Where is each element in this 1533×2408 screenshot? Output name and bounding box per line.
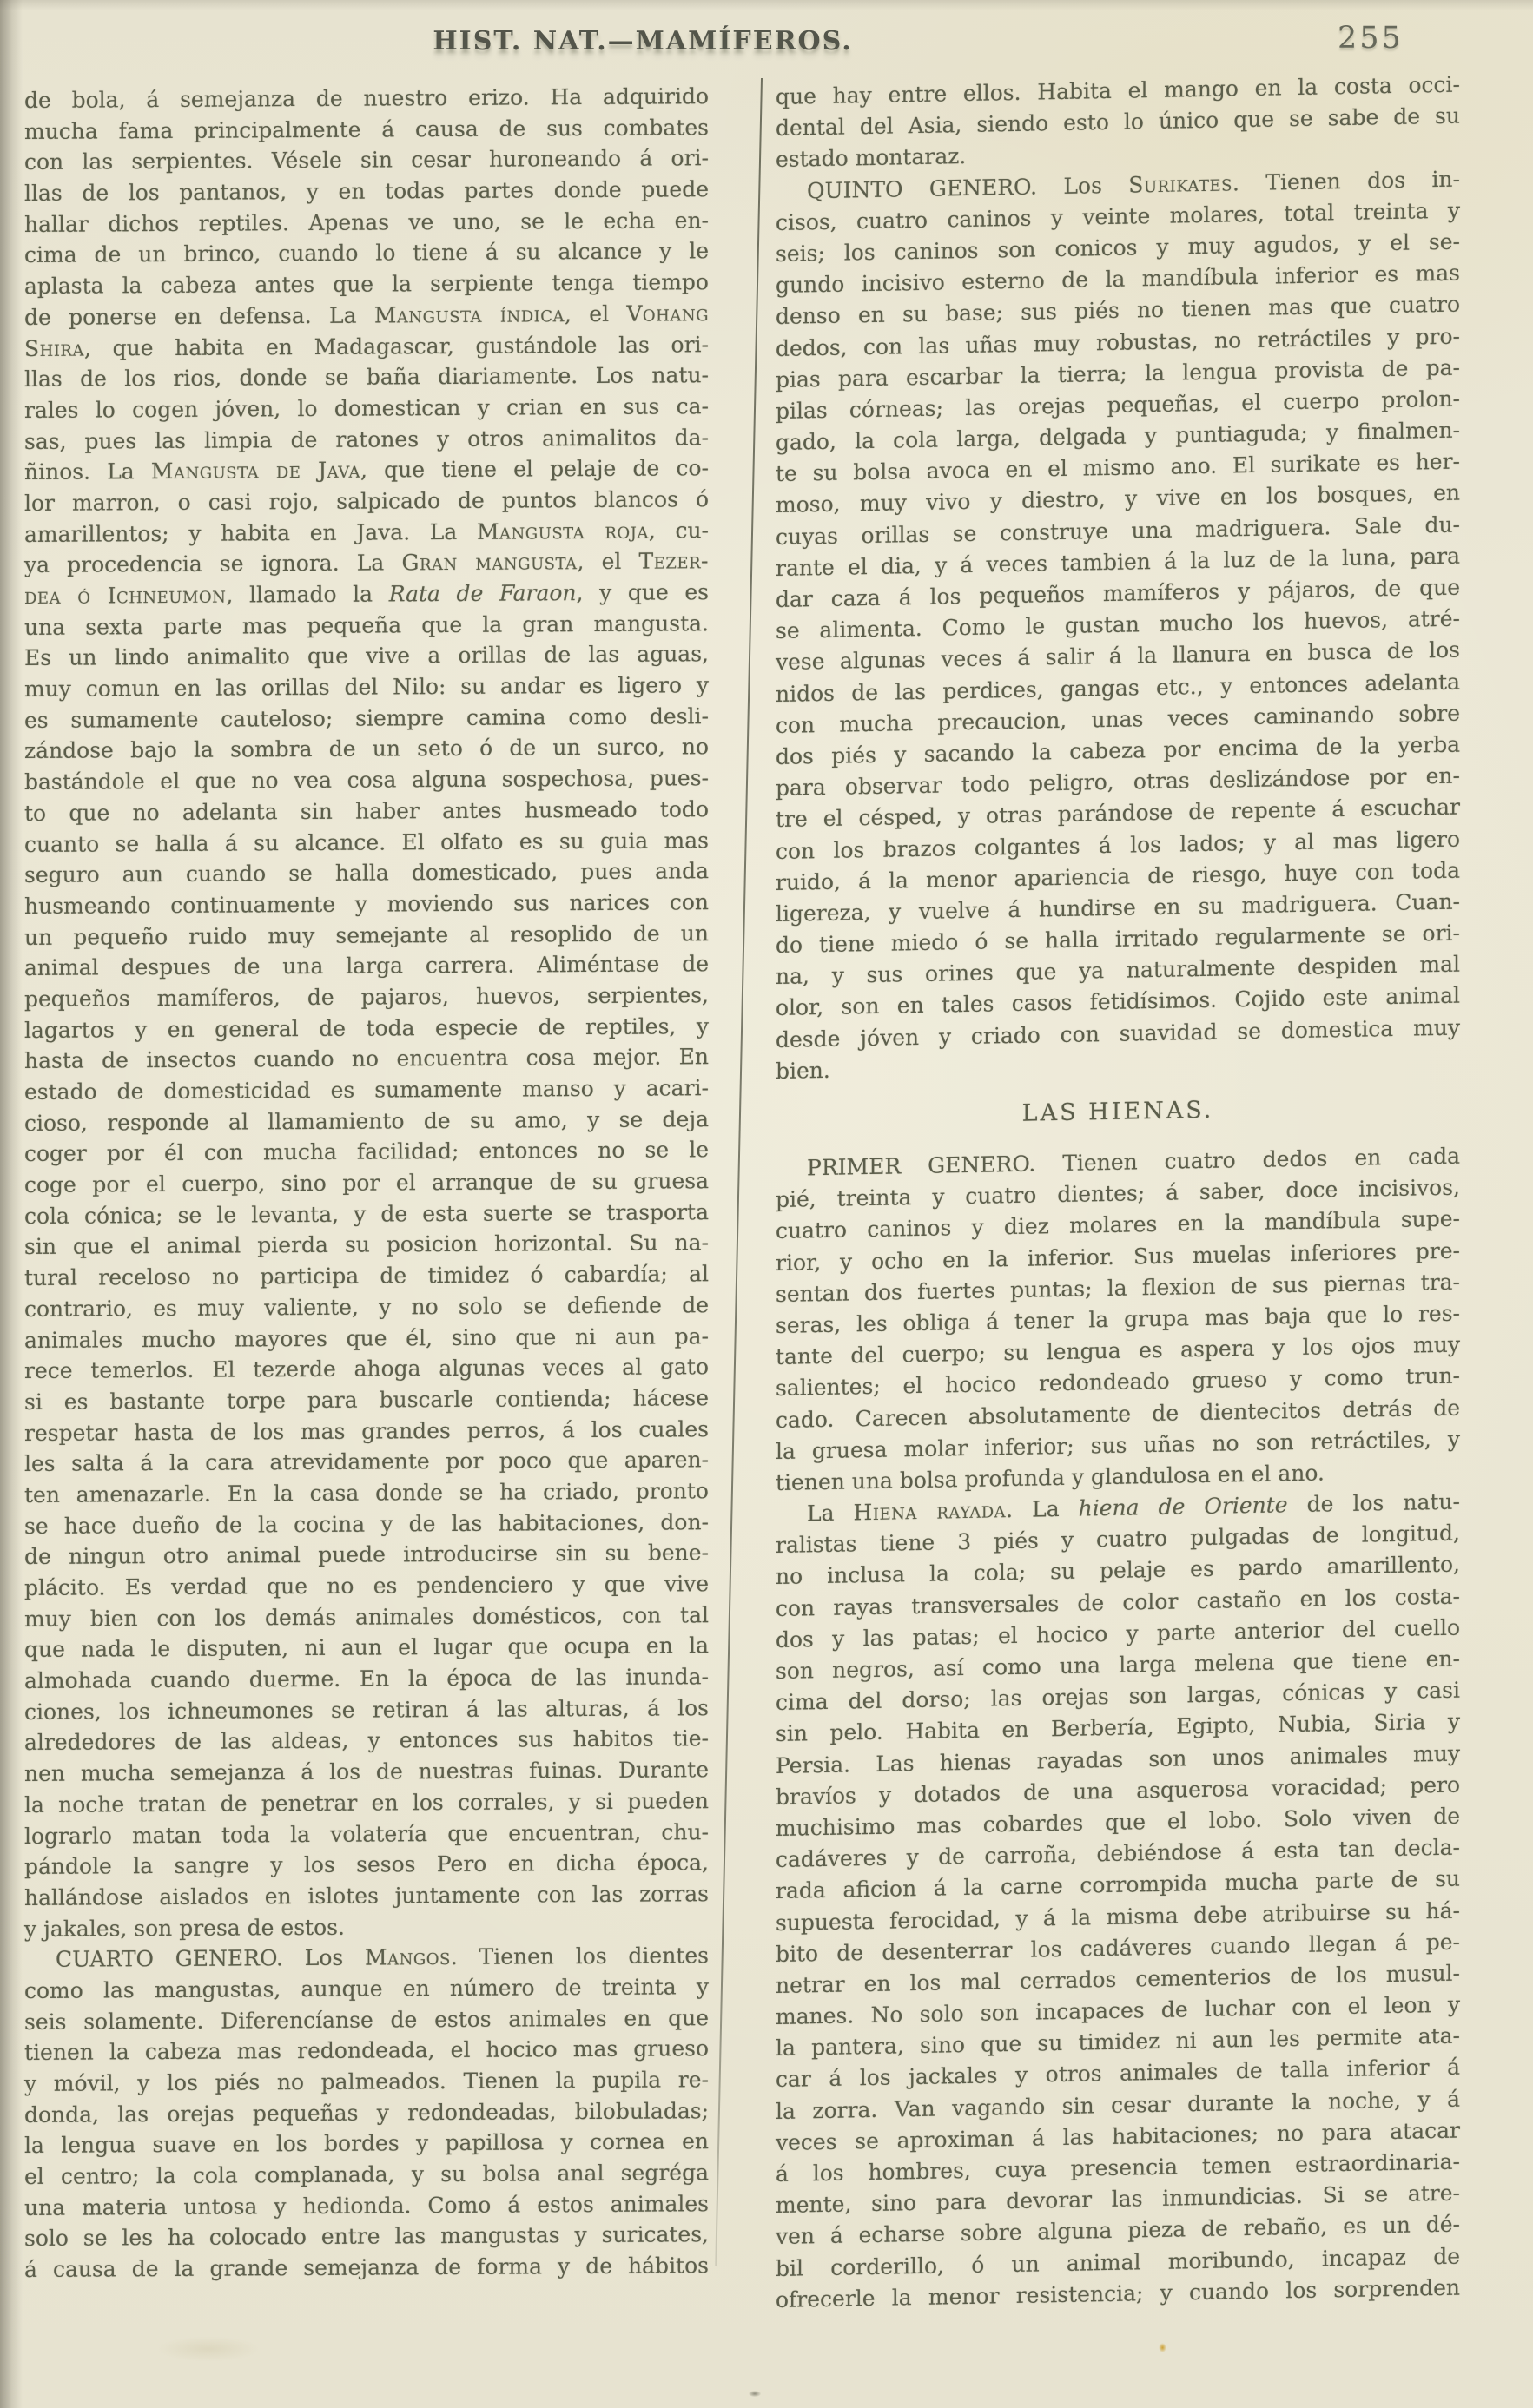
text-segment: que nada le disputen, ni aun el lugar que ocupa en la — [24, 1633, 709, 1663]
text-segment: tural receloso no participa de timidez ó cabardía; al — [24, 1261, 709, 1291]
text-line — [24, 670, 709, 705]
text-segment: bil corderillo, ó un animal moribundo, incapaz de — [776, 2243, 1460, 2281]
text-segment: to que no adelanta sin haber antes husmeado todo — [24, 795, 709, 826]
text-segment: cola cónica; se le levanta, y de esta suerte se trasporta — [24, 1198, 709, 1229]
text-segment: la pantera, sino que su timidez ni aun les permite ata- — [776, 2022, 1460, 2062]
text-line — [24, 2095, 709, 2131]
text-segment: animales mucho mayores que él, sino que ni aun pa- — [24, 1323, 709, 1353]
text-line — [24, 1475, 709, 1511]
text-segment: veces se aproximan á las habitaciones; no para atacar — [776, 2117, 1460, 2155]
paper-smudge — [749, 2391, 761, 2397]
text-segment: salientes; el hocico redondeado grueso y como trun- — [776, 1362, 1460, 1402]
text-segment: ya procedencia se ignora. La — [24, 550, 402, 578]
text-segment: la noche tratan de penetrar en los corrales, y si pueden — [24, 1787, 709, 1818]
text-segment: animal despues de una larga carrera. Aliméntase de — [24, 951, 709, 981]
text-segment: . La — [1006, 1495, 1079, 1523]
text-line — [24, 577, 709, 612]
text-segment: el centro; la cola complanada, y su bolsa anal segréga — [24, 2160, 709, 2190]
text-segment: contrario, es muy valiente, y no solo se defiende de — [24, 1291, 709, 1322]
text-segment: lor marron, o casi rojo, salpicado de puntos blancos ó — [24, 486, 709, 516]
text-segment: , el — [565, 300, 627, 327]
text-segment: ciones, los ichneumones se retiran á las alturas, á los — [24, 1694, 709, 1725]
text-line — [24, 1754, 709, 1790]
text-line — [24, 298, 709, 333]
text-line — [24, 732, 709, 768]
text-segment: respetar hasta de los mas grandes perros, á los cuales — [24, 1415, 709, 1446]
text-line — [24, 81, 709, 116]
text-segment: . Tienen los dientes — [450, 1943, 709, 1970]
text-segment: se hace dueño de la cocina y de las habitaciones, don- — [24, 1508, 709, 1539]
text-segment: Mangusta índica — [373, 301, 565, 328]
text-segment: Surikates — [1128, 169, 1232, 198]
text-segment: ralistas tiene 3 piés y cuatro pulgadas de longitud, — [776, 1520, 1460, 1559]
text-segment: con mucha precaucion, unas veces caminando sobre — [776, 700, 1460, 738]
text-segment: rece temerlos. El tezerde ahoga algunas veces al gato — [24, 1354, 709, 1384]
text-line — [24, 1692, 709, 1728]
text-line — [24, 329, 709, 365]
text-line — [24, 701, 709, 736]
text-line — [24, 1444, 709, 1480]
text-segment: bravíos y dotados de una asquerosa voracidad; pero — [776, 1771, 1460, 1810]
text-segment: rales lo cogen jóven, lo domestican y crian en sus ca- — [24, 393, 709, 423]
text-segment: gado, la cola larga, delgada y puntiaguda; y finalmen- — [776, 417, 1460, 456]
text-segment: mucha fama principalmente á causa de sus combates — [24, 114, 709, 144]
text-segment: estado de domesticidad es sumamente manso y acari- — [24, 1075, 709, 1105]
text-segment: cado. Carecen absolutamente de dientecitos detrás de — [776, 1395, 1460, 1433]
text-line — [24, 267, 709, 302]
text-segment: y jakales, son presa de estos. — [24, 1914, 345, 1942]
section-heading: LAS HIENAS. — [1021, 1096, 1214, 1127]
text-line — [24, 1135, 709, 1171]
text-line — [24, 825, 709, 861]
text-segment: sentan dos fuertes puntas; la flexion de sus piernas tra- — [776, 1269, 1460, 1307]
text-segment: sin que el animal pierda su posicion horizontal. Su na- — [24, 1230, 709, 1260]
text-segment: Gran mangusta — [401, 549, 578, 576]
text-segment: dedos, con las uñas muy robustas, no retráctiles y pro- — [776, 323, 1460, 361]
text-segment: es sumamente cauteloso; siempre camina como desli- — [24, 703, 709, 733]
text-segment: husmeando continuamente y moviendo sus narices con — [24, 889, 709, 919]
text-segment: netrar en los mal cerrados cementerios de los musul- — [776, 1960, 1460, 1998]
text-segment: que hay entre ellos. Habita el mango en la costa occi- — [776, 71, 1460, 109]
text-segment: seis; los caninos son conicos y muy agudos, y el se- — [776, 228, 1460, 267]
text-line — [24, 2250, 709, 2286]
text-segment: pias para escarbar la tierra; la lengua provista de pa- — [776, 354, 1460, 393]
text-segment: , llamado la — [226, 581, 389, 608]
text-line — [24, 762, 709, 798]
text-line — [24, 639, 709, 675]
text-segment: amarillentos; y habita en Java. La — [24, 518, 477, 547]
text-segment: muchisimo mas cobardes que el lobo. Solo viven de — [776, 1803, 1460, 1841]
text-segment: CUARTO GENERO. Los — [56, 1944, 365, 1973]
text-segment: á los hombres, cuya presencia temen estraordinaria- — [776, 2148, 1460, 2187]
text-segment: de los natu- — [1287, 1488, 1460, 1518]
text-segment: rante el dia, y á veces tambien á la luz de la luna, para — [776, 543, 1460, 581]
text-segment: cioso, responde al llamamiento de su amo, y se deja — [24, 1105, 709, 1136]
text-line — [24, 236, 709, 272]
text-line — [24, 143, 709, 179]
text-line — [24, 2033, 709, 2068]
text-segment: llas de los rios, donde se baña diariamente. Los natu- — [24, 362, 709, 393]
text-segment: Vohang — [626, 300, 709, 327]
text-line — [24, 1165, 709, 1201]
text-segment: na, y sus orines que ya naturalmente despiden mal — [776, 951, 1460, 990]
text-segment: bien. — [776, 1057, 830, 1084]
text-segment: Es un lindo animalito que vive a orillas de las aguas, — [24, 641, 709, 671]
text-line — [24, 391, 709, 426]
text-segment: la gruesa molar inferior; sus uñas no son retráctiles, y — [776, 1426, 1460, 1464]
text-line — [24, 1072, 709, 1108]
text-segment: Mangusta de Java — [150, 457, 360, 485]
text-line — [24, 887, 709, 922]
text-line — [24, 1847, 709, 1883]
text-segment: muy comun en las orillas del Nilo: su andar es ligero y — [24, 672, 709, 703]
text-line — [24, 1197, 709, 1232]
text-segment: á causa de la grande semejanza de forma y de hábitos — [24, 2253, 709, 2283]
text-segment: pándole la sangre y los sesos Pero en dicha época, — [24, 1850, 709, 1880]
text-segment: estado montaraz. — [776, 143, 967, 173]
text-segment: para observar todo peligro, otras deslizándose por en- — [776, 762, 1460, 802]
text-segment: lagartos y en general de toda especie de reptiles, y — [24, 1013, 709, 1043]
text-line — [24, 1568, 709, 1604]
scan-edge-shadow — [0, 0, 23, 2408]
text-line — [24, 452, 709, 488]
text-segment: una materia untosa y hedionda. Como á estos animales — [24, 2190, 709, 2220]
text-segment: , que habita en Madagascar, gustándole las ori- — [84, 331, 709, 361]
text-segment: dea ó Ichneumon — [24, 582, 227, 609]
text-segment: do tiene miedo ó se halla irritado regularmente se ori- — [776, 920, 1460, 959]
text-line — [24, 1940, 709, 1976]
text-segment: QUINTO GENERO. Los — [807, 172, 1129, 203]
text-segment: hasta de insectos cuando no encuentra cosa mejor. En — [24, 1044, 709, 1074]
text-line — [24, 1382, 709, 1418]
text-segment: supuesta ferocidad, y á la misma debe atribuirse su há- — [776, 1897, 1460, 1936]
text-segment: cuatro caninos y diez molares en la mandíbula supe- — [776, 1205, 1460, 1244]
text-line — [24, 205, 709, 241]
text-line — [24, 1661, 709, 1697]
text-segment: desde jóven y criado con suavidad se domestica muy — [776, 1014, 1460, 1052]
text-segment: tre el césped, y otras parándose de repente á escuchar — [776, 794, 1460, 833]
text-segment: , que tiene el pelaje de co- — [360, 455, 709, 483]
text-segment: ofrecerle la menor resistencia; y cuando los sorprenden — [776, 2274, 1460, 2312]
text-segment: solo se les ha colocado entre las mangustas y suricates, — [24, 2221, 709, 2252]
text-segment: tienen la cabeza mas redondeada, el hocico mas grueso — [24, 2035, 709, 2066]
text-line — [24, 1971, 709, 2007]
text-segment: donda, las orejas pequeñas y redondeadas, bilobuladas; — [24, 2097, 709, 2128]
text-segment: dos y las patas; el hocico y parte anterior del cuello — [776, 1614, 1460, 1653]
text-segment: zándose bajo la sombra de un seto ó de un surco, no — [24, 734, 709, 764]
text-segment: tienen una bolsa profunda y glandulosa en el ano. — [776, 1460, 1325, 1495]
text-line — [24, 1011, 709, 1046]
text-segment: un pequeño ruido muy semejante al resoplido de un — [24, 920, 709, 950]
text-line — [24, 1600, 709, 1635]
text-segment: y móvil, y los piés no palmeados. Tienen la pupila re- — [24, 2067, 709, 2096]
text-line — [24, 1041, 709, 1077]
text-segment: mente, sino para devorar las inmundicias. Si se atre- — [776, 2180, 1460, 2219]
text-segment: , cu- — [648, 517, 709, 544]
text-segment: , el — [577, 548, 639, 575]
text-segment: cima de un brinco, cuando lo tiene á su alcance y le — [24, 238, 709, 268]
text-segment: nidos de las perdices, gangas etc., y entonces adelanta — [776, 669, 1460, 707]
running-header: HIST. NAT.—MAMÍFEROS. — [433, 26, 853, 56]
text-segment: de bola, á semejanza de nuestro erizo. Ha adquirido — [24, 83, 709, 113]
text-segment: Mangos — [364, 1944, 451, 1970]
text-line — [24, 1290, 709, 1325]
text-segment: Tezer- — [638, 548, 709, 574]
text-line — [24, 1258, 709, 1294]
text-segment: manes. No solo son incapaces de luchar con el leon y — [776, 1991, 1460, 2030]
text-segment: hiena de Oriente — [1078, 1492, 1288, 1521]
text-segment: cadáveres y de carroña, debiéndose á esta tan decla- — [776, 1834, 1460, 1873]
paper-stain — [156, 2336, 261, 2362]
text-segment: seras, les obliga á tener la grupa mas baja que lo res- — [776, 1300, 1460, 1338]
text-segment: coger por él con mucha facilidad; entonces no se le — [24, 1137, 709, 1167]
text-segment: lograrlo matan toda la volatería que encuentran, chu- — [24, 1818, 709, 1849]
text-segment: ligereza, y vuelve á hundirse en su madriguera. Cuan- — [776, 888, 1460, 927]
text-segment: nen mucha semejanza á los de nuestras fuinas. Durante — [24, 1757, 709, 1787]
text-segment: les salta á la cara atrevidamente por poco que aparen- — [24, 1447, 709, 1477]
text-segment: cima del dorso; las orejas son largas, cónicas y casi — [776, 1677, 1460, 1716]
text-segment: olor, son en tales casos fetidísimos. Cojido este animal — [776, 982, 1460, 1021]
text-segment: como las mangustas, aunque en número de treinta y — [24, 1974, 709, 2003]
text-segment: Hiena rayada — [853, 1497, 1007, 1526]
text-segment: bastándole el que no vea cosa alguna sospechosa, pues- — [24, 765, 709, 795]
text-segment: con rayas transversales de color castaño en los costa- — [776, 1583, 1460, 1621]
text-segment: ven á echarse sobre alguna pieza de rebaño, es un dé- — [776, 2211, 1460, 2250]
text-segment: denso en su base; sus piés no tienen mas que cuatro — [776, 291, 1460, 330]
text-segment: PRIMER GENERO. Tienen cuatro dedos en cada — [807, 1143, 1460, 1181]
text-segment: sas, pues las limpia de ratones y otros animalitos da- — [24, 424, 709, 454]
text-segment: plácito. Es verdad que no es pendenciero y que vive — [24, 1571, 709, 1600]
column-divider-rule — [715, 78, 763, 2266]
text-line — [24, 1724, 709, 1759]
text-segment: ruido, á la menor apariencia de riesgo, huye con toda — [776, 857, 1460, 895]
text-segment: , y que es — [576, 579, 709, 606]
text-segment: no inclusa la cola; su pelaje es pardo amarillento, — [776, 1551, 1460, 1590]
text-line — [24, 1785, 709, 1821]
text-segment: gundo incisivo esterno de la mandíbula inferior es mas — [776, 260, 1460, 299]
text-segment: . Tienen dos in- — [1232, 166, 1460, 195]
text-line — [24, 1878, 709, 1914]
text-segment: hallándose aislados en islotes juntamente con las zorras — [24, 1881, 709, 1910]
text-line — [24, 608, 709, 643]
text-line — [24, 1537, 709, 1573]
text-segment: dos piés y sacando la cabeza por encima de la yerba — [776, 731, 1460, 769]
text-segment: vese algunas veces á salir á la llanura en busca de los — [776, 637, 1460, 676]
text-line — [24, 1228, 709, 1263]
paper-speck — [1159, 2343, 1166, 2352]
text-line — [24, 2220, 709, 2255]
text-segment: muy bien con los demás animales domésticos, con tal — [24, 1601, 709, 1632]
text-line — [24, 515, 709, 551]
text-line — [24, 1817, 709, 1852]
text-segment: Shira — [24, 335, 84, 361]
text-segment: aplasta la cabeza antes que la serpiente tenga tiempo — [24, 269, 709, 300]
text-line — [24, 2157, 709, 2193]
text-segment: La — [807, 1500, 854, 1527]
text-segment: cuanto se halla á su alcance. El olfato es su guia mas — [24, 827, 709, 857]
text-line — [24, 2002, 709, 2038]
text-segment: llas de los pantanos, y en todas partes donde puede — [24, 176, 709, 207]
scan-top-shadow — [0, 0, 1533, 10]
text-line — [24, 1321, 709, 1356]
text-segment: bito de desenterrar los cadáveres cuando llegan á pe- — [776, 1929, 1460, 1967]
column-right — [776, 69, 1460, 2316]
text-segment: cuyas orillas se construye una madriguera. Sale du- — [776, 511, 1460, 550]
text-segment: de ningun otro animal puede introducirse sin su bene- — [24, 1540, 709, 1570]
text-line — [24, 484, 709, 519]
text-line — [24, 1351, 709, 1387]
text-segment: ten amenazarle. En la casa donde se ha criado, pronto — [24, 1478, 709, 1507]
text-segment: car á los jackales y otros animales de talla inferior á — [776, 2054, 1460, 2093]
text-line — [24, 1104, 709, 1139]
text-segment: rada aficion á la carne corrompida mucha parte de su — [776, 1865, 1460, 1904]
text-segment: la zorra. Van vagando sin cesar durante la noche, y á — [776, 2086, 1460, 2124]
page-number: 255 — [1338, 21, 1404, 56]
text-segment: una sexta parte mas pequeña que la gran mangusta. — [24, 610, 709, 640]
text-segment: seis solamente. Diferencíanse de estos animales en que — [24, 2004, 709, 2035]
text-segment: la lengua suave en los bordes y papillosa y cornea en — [24, 2128, 709, 2159]
text-line — [24, 1631, 709, 1666]
text-segment: con los brazos colgantes á los lados; y al mas ligero — [776, 826, 1460, 864]
text-segment: almohada cuando duerme. En la época de las inunda- — [24, 1664, 709, 1694]
text-segment: dental del Asia, siendo esto lo único que se sabe de su — [776, 102, 1460, 142]
text-line — [24, 112, 709, 148]
text-segment: pequeños mamíferos, de pajaros, huevos, serpientes, — [24, 982, 709, 1012]
text-line — [24, 1414, 709, 1449]
text-line — [24, 2064, 709, 2100]
text-segment: Mangusta roja — [476, 518, 649, 544]
text-line — [24, 545, 709, 581]
text-segment: Persia. Las hienas rayadas son unos animales muy — [776, 1740, 1460, 1778]
text-line — [24, 422, 709, 458]
text-segment: si es bastante torpe para buscarle contienda; hácese — [24, 1385, 709, 1415]
text-segment: pilas córneas; las orejas pequeñas, el cuerpo prolon- — [776, 386, 1460, 424]
text-segment: pié, treinta y cuatro dientes; á saber, doce incisivos, — [776, 1174, 1460, 1213]
text-segment: alrededores de las aldeas, y entonces sus habitos tie- — [24, 1725, 709, 1756]
text-line — [24, 855, 709, 891]
text-segment: rior, y ocho en la inferior. Sus muelas inferiores pre- — [776, 1237, 1460, 1276]
text-line — [24, 174, 709, 209]
text-segment: sin pelo. Habita en Berbería, Egipto, Nubia, Siria y — [776, 1708, 1460, 1747]
text-line — [24, 948, 709, 984]
text-line — [24, 1910, 709, 1945]
text-segment: son negros, así como una larga melena que tiene en- — [776, 1646, 1460, 1684]
text-line — [24, 980, 709, 1015]
text-segment: dar caza á los pequeños mamíferos y pájaros, de que — [776, 574, 1460, 612]
text-segment: hallar dichos reptiles. Apenas ve uno, se le echa en- — [24, 207, 709, 237]
text-segment: tante del cuerpo; su lengua es aspera y los ojos muy — [776, 1331, 1460, 1370]
text-segment: seguro aun cuando se halla domesticado, pues anda — [24, 858, 709, 888]
text-segment: cisos, cuatro caninos y veinte molares, total treinta y — [776, 197, 1460, 235]
text-line — [24, 2127, 709, 2162]
text-line — [24, 360, 709, 395]
column-left — [24, 81, 709, 2286]
text-line — [24, 2188, 709, 2224]
text-segment: Rata de Faraon — [388, 580, 577, 607]
text-segment: de ponerse en defensa. La — [24, 302, 374, 330]
text-segment: coge por el cuerpo, sino por el arranque de su gruesa — [24, 1168, 709, 1198]
text-segment: te su bolsa avoca en el mismo ano. El surikate es her- — [776, 448, 1460, 487]
text-segment: ñinos. La — [24, 459, 151, 485]
text-segment: se alimenta. Como le gustan mucho los huevos, atré- — [776, 605, 1460, 644]
text-segment: moso, muy vivo y diestro, y vive en los bosques, en — [776, 479, 1460, 518]
text-line — [24, 794, 709, 829]
text-line — [24, 918, 709, 953]
text-segment: con las serpientes. Vésele sin cesar huroneando á ori- — [24, 145, 709, 175]
text-line — [24, 1507, 709, 1542]
